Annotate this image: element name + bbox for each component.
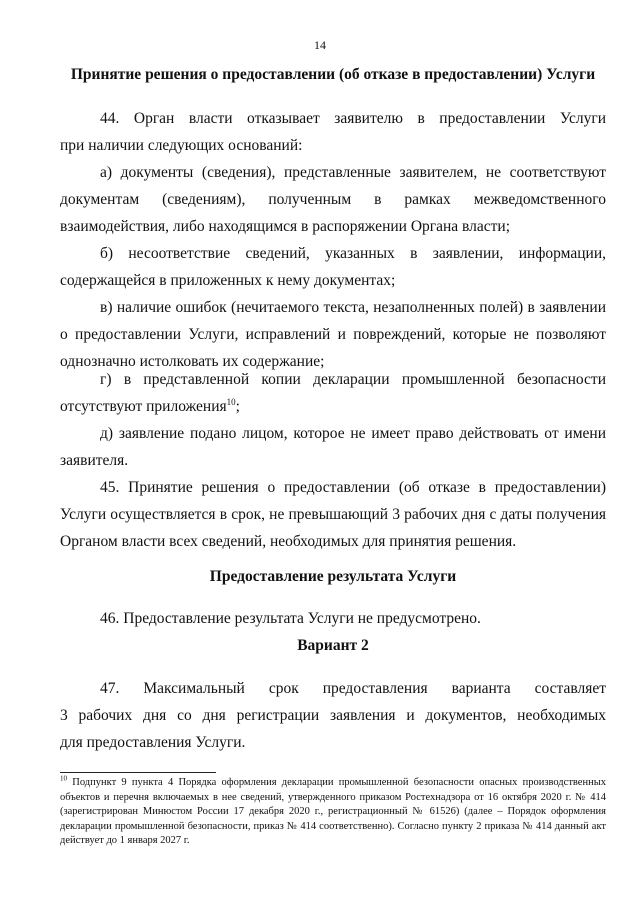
paragraph-v: в) наличие ошибок (нечитаемого текста, незаполненных полей) в заявлении о предоставлении Услуги, исправлений и повреждений, которые не позволяют однозначно истолковать их содержание; [60,299,606,370]
paragraph-a: а) документы (сведения), представленные заявителем, не соответствуют документам (сведениям), полученным в рамках межведомственного взаимодействия, либо находящимся в распоряжении Органа власти; [60,164,606,235]
paragraph-g-rest: отсутствуют приложения$^{10}$; [60,396,240,415]
section-heading-result: Предоставление результата Услуги [209,568,457,585]
paragraph-44-line1: 44. Орган власти отказывает заявителю в предоставлении Услуги [100,110,606,127]
section-heading-variant-2: Вариант 2 [297,637,369,654]
footnote-ref: 10 [226,396,236,407]
paragraph-44-rest: при наличии следующих оснований: [60,137,303,154]
footnote-mark: 10 [60,774,67,783]
paragraph-g-line1: г) в представленной копии декларации промышленной безопасности [100,371,606,388]
paragraph-47-line1: 47. Максимальный срок предоставления варианта составляет [100,680,606,697]
paragraph-47-rest: для предоставления Услуги. [60,734,246,751]
footnote-divider [60,772,216,773]
section-heading-decision: Принятие решения о предоставлении (об отказе в предоставлении) Услуги [70,66,596,83]
page-number: 14 [314,38,326,52]
footnote: $^{10}$ Подпункт 9 пункта 4 Порядка оформления декларации промышленной безопасности опасных производственных объектов и перечня включаемых в нее сведений, утвержденного приказом Ростехнадзора от 16 октября 2020 г. № 414 (зарегистрирован Минюстом России 17 декабря 2020 г., регистрационный № 61526) (далее – Порядок оформления декларации промышленной безопасности, приказ № 414 соответственно). Согласно пункту 2 приказа № 414 данный акт действует до 1 января 2027 г. [60,774,607,846]
paragraph-47-line2: 3 рабочих дня со дня регистрации заявления и документов, необходимых [60,707,606,724]
paragraph-45: 45. Принятие решения о предоставлении (об отказе в предоставлении) Услуги осуществляется в срок, не превышающий 3 рабочих дня с даты получения Органом власти всех сведений, необходимых для принятия решения. [60,479,606,550]
paragraph-46: 46. Предоставление результата Услуги не предусмотрено. [100,610,481,627]
paragraph-d: д) заявление подано лицом, которое не имеет право действовать от имени заявителя. [60,425,606,469]
paragraph-b: б) несоответствие сведений, указанных в заявлении, информации, содержащейся в приложенных к нему документах; [60,245,606,289]
